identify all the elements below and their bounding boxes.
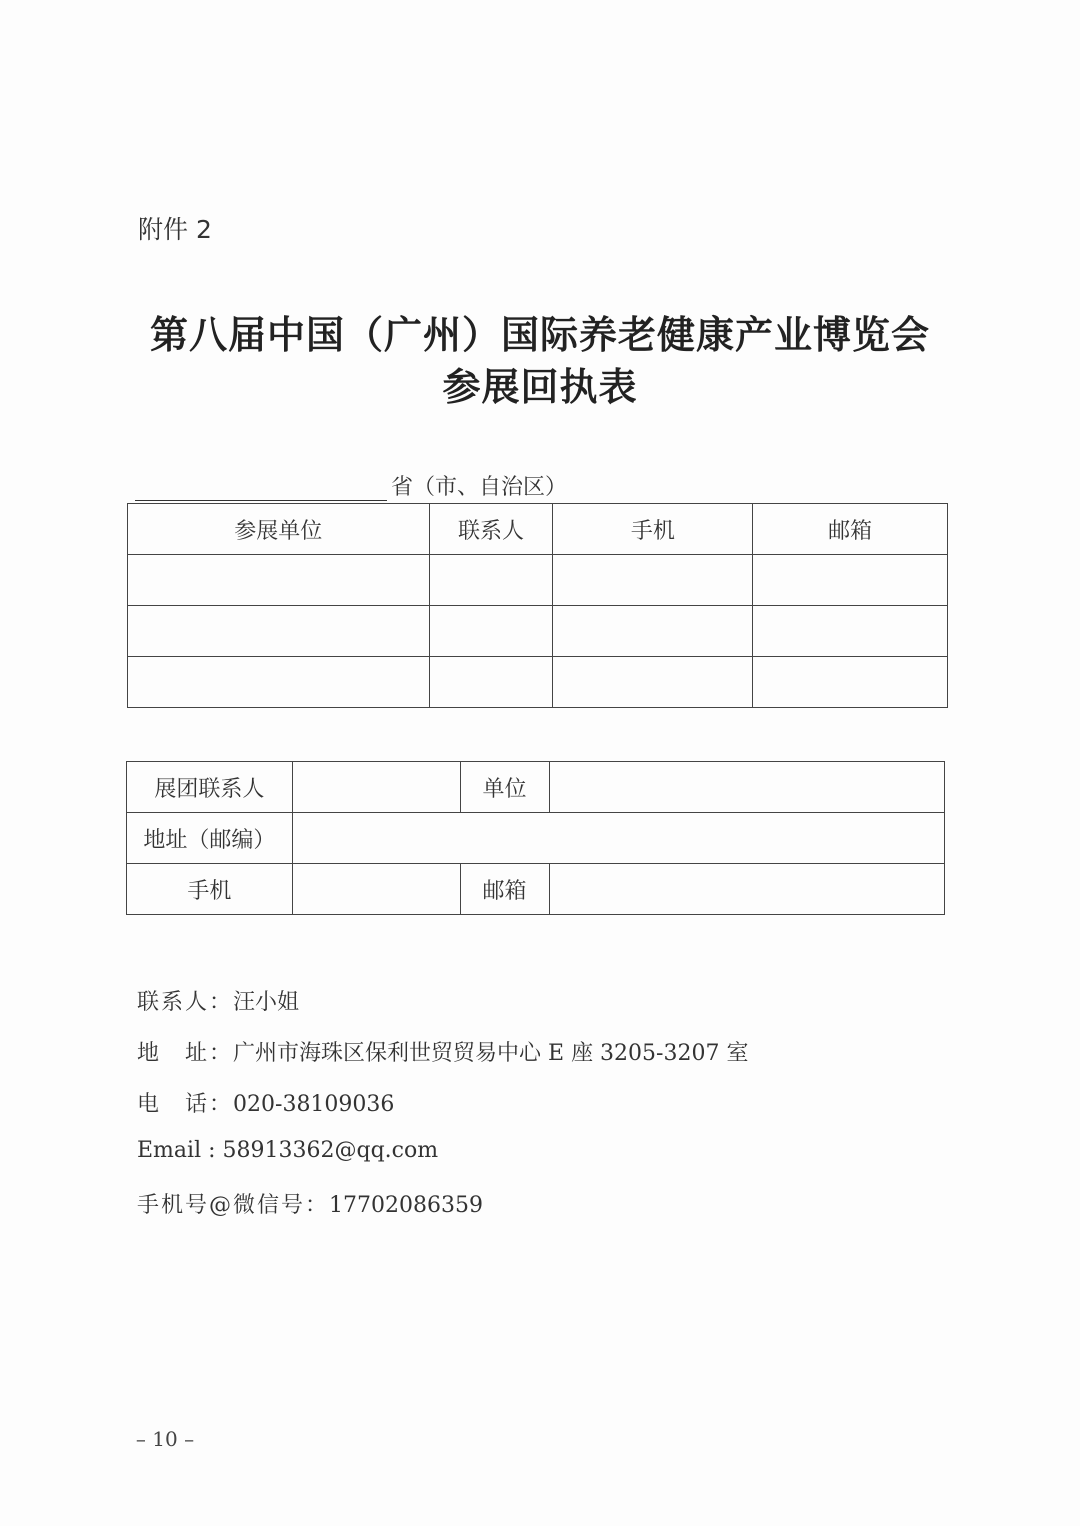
table-cell[interactable] xyxy=(429,657,553,708)
table-row xyxy=(127,864,945,915)
contact-mobile-value: 17702086359 xyxy=(329,1193,483,1218)
header-exhibitor-unit: 参展单位 xyxy=(128,504,430,555)
contact-person-value: 汪小姐 xyxy=(233,990,300,1015)
header-contact-person: 联系人 xyxy=(429,504,553,555)
contact-address-label: 地 址： xyxy=(137,1041,234,1066)
header-email: 邮箱 xyxy=(753,504,948,555)
page-number: – 10 – xyxy=(135,1427,195,1451)
province-blank-field[interactable] xyxy=(135,474,387,501)
header-mobile: 手机 xyxy=(553,504,753,555)
address-label: 地址（邮编） xyxy=(127,813,293,864)
table-cell[interactable] xyxy=(753,555,948,606)
table-row xyxy=(128,657,948,708)
table-row xyxy=(127,813,945,864)
table-cell[interactable] xyxy=(128,606,430,657)
contact-address-line xyxy=(137,1036,748,1067)
table-row xyxy=(128,555,948,606)
email-field[interactable] xyxy=(549,864,945,915)
contact-tel-line xyxy=(137,1087,394,1118)
table-header-row xyxy=(128,504,948,555)
province-suffix: 省（市、自治区） xyxy=(391,475,568,500)
table-row xyxy=(127,762,945,813)
mobile-field[interactable] xyxy=(292,864,460,915)
attachment-label: 附件 2 xyxy=(138,215,212,244)
contact-tel-label: 电 话： xyxy=(137,1092,234,1117)
exhibitor-table xyxy=(127,503,948,708)
table-cell[interactable] xyxy=(128,657,430,708)
table-cell[interactable] xyxy=(429,555,553,606)
contact-person-line xyxy=(137,985,299,1016)
document-title-line2: 参展回执表 xyxy=(442,364,638,409)
contact-email-line[interactable]: Email : 58913362@qq.com xyxy=(137,1138,439,1163)
group-contact-label: 展团联系人 xyxy=(127,762,293,813)
contact-mobile-label: 手机号@微信号： xyxy=(137,1193,330,1218)
contact-address-value: 广州市海珠区保利世贸贸易中心 E 座 3205-3207 室 xyxy=(233,1041,749,1066)
table-cell[interactable] xyxy=(753,606,948,657)
group-contact-table xyxy=(126,761,945,915)
province-line xyxy=(135,470,567,501)
document-title-line1: 第八届中国（广州）国际养老健康产业博览会 xyxy=(149,312,930,357)
address-field[interactable] xyxy=(292,813,944,864)
table-cell[interactable] xyxy=(553,657,753,708)
unit-field[interactable] xyxy=(549,762,945,813)
contact-tel-value: 020-38109036 xyxy=(233,1092,395,1117)
group-contact-field[interactable] xyxy=(292,762,460,813)
table-cell[interactable] xyxy=(553,606,753,657)
table-cell[interactable] xyxy=(128,555,430,606)
contact-person-label: 联系人： xyxy=(137,990,234,1015)
email-label: 邮箱 xyxy=(460,864,549,915)
contact-mobile-line xyxy=(137,1188,483,1219)
mobile-label: 手机 xyxy=(127,864,293,915)
table-row xyxy=(128,606,948,657)
table-cell[interactable] xyxy=(429,606,553,657)
unit-label: 单位 xyxy=(460,762,549,813)
table-cell[interactable] xyxy=(753,657,948,708)
table-cell[interactable] xyxy=(553,555,753,606)
